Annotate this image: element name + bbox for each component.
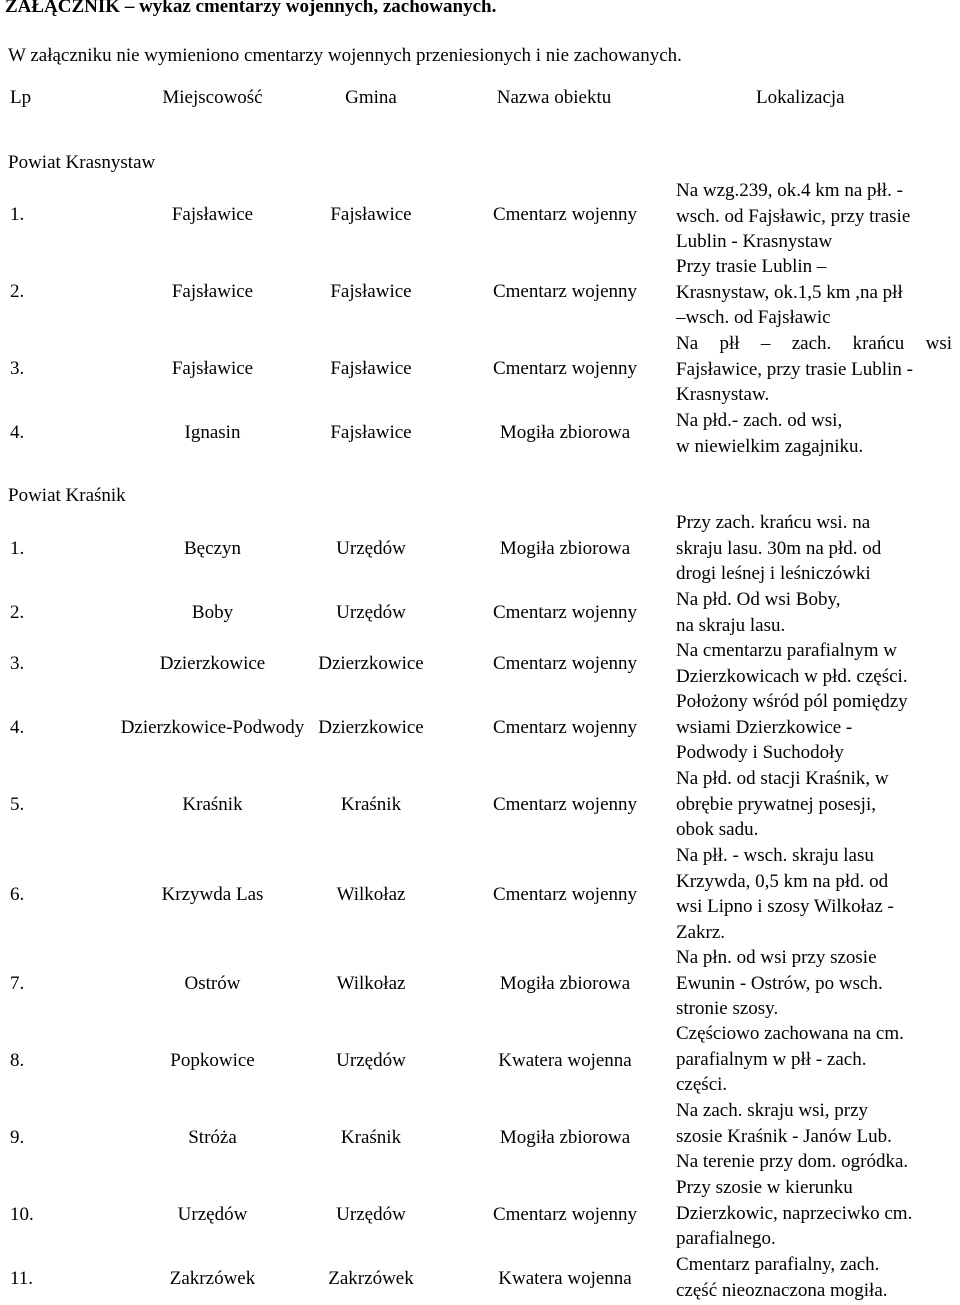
table-row bbox=[0, 598, 670, 628]
location-line: Na płd. od stacji Kraśnik, w bbox=[676, 768, 889, 789]
location-line: części. bbox=[676, 1074, 728, 1095]
row-object-name: Cmentarz wojenny bbox=[492, 204, 638, 225]
row-number: 3. bbox=[10, 358, 25, 379]
location-line: obrębie prywatnej posesji, bbox=[676, 793, 876, 815]
row-commune: Wilkołaz bbox=[336, 973, 406, 994]
location-line: Na cmentarzu parafialnym w bbox=[676, 640, 898, 661]
row-object-name: Cmentarz wojenny bbox=[492, 358, 638, 379]
row-location bbox=[676, 638, 952, 689]
row-number: 4. bbox=[10, 717, 25, 738]
row-object-name: Cmentarz wojenny bbox=[492, 794, 638, 815]
row-location bbox=[676, 510, 952, 587]
section-heading: Powiat Kraśnik bbox=[8, 485, 126, 506]
table-row bbox=[0, 1046, 670, 1076]
location-line: Cmentarz parafialny, zach. bbox=[676, 1254, 880, 1275]
row-commune: Urzędów bbox=[336, 1050, 406, 1071]
row-object-name: Cmentarz wojenny bbox=[492, 281, 638, 302]
row-location bbox=[676, 331, 952, 408]
row-locality: Ostrów bbox=[184, 973, 241, 994]
row-object-name: Kwatera wojenna bbox=[498, 1050, 632, 1071]
row-object-name: Mogiła zbiorowa bbox=[499, 422, 631, 443]
row-commune: Wilkołaz bbox=[336, 884, 406, 905]
location-line: wsiami Dzierzkowice - bbox=[676, 716, 853, 738]
table-row bbox=[0, 1200, 670, 1230]
row-commune: Fajsławice bbox=[330, 358, 412, 379]
table-row bbox=[0, 418, 670, 448]
location-line: wsch. od Fajsławic, przy trasie bbox=[676, 205, 911, 227]
location-line: szosie Kraśnik - Janów Lub. bbox=[676, 1125, 892, 1147]
location-line: Ewunin - Ostrów, po wsch. bbox=[676, 972, 883, 994]
row-location bbox=[676, 1252, 952, 1303]
table-row bbox=[0, 649, 670, 679]
row-location bbox=[676, 945, 952, 1022]
location-line: Przy trasie Lublin – bbox=[676, 256, 827, 277]
row-commune: Fajsławice bbox=[330, 204, 412, 225]
table-row bbox=[0, 880, 670, 910]
row-commune: Zakrzówek bbox=[328, 1268, 414, 1289]
row-object-name: Cmentarz wojenny bbox=[492, 1204, 638, 1225]
row-location bbox=[676, 408, 952, 459]
row-commune: Fajsławice bbox=[330, 422, 412, 443]
row-commune: Kraśnik bbox=[340, 1127, 402, 1148]
location-line: Zakrz. bbox=[676, 921, 726, 943]
location-line: Przy zach. krańcu wsi. na bbox=[676, 512, 871, 533]
row-locality: Krzywda Las bbox=[161, 884, 264, 905]
location-line: Częściowo zachowana na cm. bbox=[676, 1023, 904, 1044]
row-commune: Urzędów bbox=[336, 1204, 406, 1225]
row-locality: Dzierzkowice bbox=[159, 653, 266, 674]
location-line: w niewielkim zagajniku. bbox=[676, 435, 864, 457]
row-locality: Popkowice bbox=[170, 1050, 255, 1071]
row-number: 8. bbox=[10, 1050, 25, 1071]
table-row bbox=[0, 969, 670, 999]
row-commune: Fajsławice bbox=[330, 281, 412, 302]
header-lokalizacja: Lokalizacja bbox=[756, 87, 845, 108]
row-commune: Urzędów bbox=[336, 538, 406, 559]
row-locality: Fajsławice bbox=[171, 281, 254, 302]
row-number: 7. bbox=[10, 973, 25, 994]
row-number: 3. bbox=[10, 653, 25, 674]
row-object-name: Cmentarz wojenny bbox=[492, 653, 638, 674]
location-line: Położony wśród pól pomiędzy bbox=[676, 691, 908, 712]
row-number: 2. bbox=[10, 602, 25, 623]
row-location bbox=[676, 1175, 952, 1252]
row-object-name: Cmentarz wojenny bbox=[492, 717, 638, 738]
row-locality: Boby bbox=[191, 602, 234, 623]
row-object-name: Kwatera wojenna bbox=[498, 1268, 632, 1289]
location-line: parafialnym w płł - zach. bbox=[676, 1048, 867, 1070]
location-line: Na płd.- zach. od wsi, bbox=[676, 410, 843, 431]
location-line: Na płł. - wsch. skraju lasu bbox=[676, 845, 874, 866]
location-line: Lublin - Krasnystaw bbox=[676, 231, 833, 252]
header-nazwa: Nazwa obiektu bbox=[496, 87, 612, 108]
document-note: W załączniku nie wymieniono cmentarzy wojennych przeniesionych i nie zachowanych. bbox=[8, 45, 682, 66]
row-commune: Urzędów bbox=[336, 602, 406, 623]
row-locality: Fajsławice bbox=[171, 358, 254, 379]
location-line: skraju lasu. 30m na płd. od bbox=[676, 537, 882, 559]
row-number: 6. bbox=[10, 884, 25, 905]
row-object-name: Cmentarz wojenny bbox=[492, 884, 638, 905]
location-line: Na płn. od wsi przy szosie bbox=[676, 947, 877, 968]
row-locality: Bęczyn bbox=[184, 538, 241, 559]
location-line: na skraju lasu. bbox=[676, 614, 786, 636]
row-locality: Fajsławice bbox=[171, 204, 254, 225]
table-row bbox=[0, 277, 670, 307]
row-locality: Zakrzówek bbox=[169, 1268, 256, 1289]
row-location bbox=[676, 254, 952, 331]
location-line: Podwody i Suchodoły bbox=[676, 742, 844, 763]
row-locality: Kraśnik bbox=[182, 794, 243, 815]
document-title: ZAŁĄCZNIK – wykaz cmentarzy wojennych, zachowanych. bbox=[5, 0, 497, 17]
location-line: Na zach. skraju wsi, przy bbox=[676, 1100, 869, 1121]
row-commune: Dzierzkowice bbox=[318, 717, 424, 738]
location-line: Krasnystaw. bbox=[676, 384, 770, 405]
row-location bbox=[676, 843, 952, 945]
location-line: Dzierzkowicach w płd. części. bbox=[676, 665, 908, 687]
row-object-name: Mogiła zbiorowa bbox=[499, 1127, 631, 1148]
location-line: –wsch. od Fajsławic bbox=[676, 307, 831, 328]
location-line: Krzywda, 0,5 km na płd. od bbox=[676, 870, 889, 892]
row-location bbox=[676, 766, 952, 843]
row-commune: Dzierzkowice bbox=[318, 653, 424, 674]
table-row bbox=[0, 1264, 670, 1294]
location-line: Na terenie przy dom. ogródka. bbox=[676, 1151, 909, 1172]
row-number: 5. bbox=[10, 794, 25, 815]
row-locality: Stróża bbox=[188, 1127, 237, 1148]
location-line: drogi leśnej i leśniczówki bbox=[676, 563, 871, 584]
header-gmina: Gmina bbox=[345, 87, 397, 108]
row-object-name: Mogiła zbiorowa bbox=[499, 538, 631, 559]
row-locality: Ignasin bbox=[184, 422, 241, 443]
location-line: Krasnystaw, ok.1,5 km ,na płł bbox=[676, 281, 903, 303]
section-heading: Powiat Krasnystaw bbox=[8, 152, 156, 173]
header-lp: Lp bbox=[10, 87, 32, 108]
table-row bbox=[0, 713, 670, 743]
location-line: parafialnego. bbox=[676, 1228, 776, 1249]
location-line: Dzierzkowic, naprzeciwko cm. bbox=[676, 1202, 913, 1224]
row-number: 1. bbox=[10, 204, 25, 225]
table-row bbox=[0, 790, 670, 820]
location-line: obok sadu. bbox=[676, 819, 759, 840]
location-line: Na wzg.239, ok.4 km na płł. - bbox=[676, 180, 903, 201]
row-location bbox=[676, 1021, 952, 1098]
row-locality: Dzierzkowice-Podwody bbox=[120, 717, 305, 738]
row-locality: Urzędów bbox=[177, 1204, 248, 1225]
row-location bbox=[676, 587, 952, 638]
table-row bbox=[0, 1123, 670, 1153]
location-line: Fajsławice, przy trasie Lublin - bbox=[676, 358, 913, 380]
row-number: 9. bbox=[10, 1127, 25, 1148]
location-line: Na płł – zach. krańcu wsi bbox=[676, 333, 952, 354]
table-row bbox=[0, 354, 670, 384]
header-miejscowosc: Miejscowość bbox=[162, 87, 263, 108]
row-location bbox=[676, 178, 952, 255]
row-object-name: Cmentarz wojenny bbox=[492, 602, 638, 623]
row-number: 2. bbox=[10, 281, 25, 302]
row-object-name: Mogiła zbiorowa bbox=[499, 973, 631, 994]
location-line: wsi Lipno i szosy Wilkołaz - bbox=[676, 896, 894, 917]
location-line: część nieoznaczona mogiła. bbox=[676, 1279, 888, 1301]
row-location bbox=[676, 689, 952, 766]
row-number: 11. bbox=[10, 1268, 34, 1289]
row-commune: Kraśnik bbox=[340, 794, 402, 815]
row-number: 4. bbox=[10, 422, 25, 443]
row-location bbox=[676, 1098, 952, 1175]
location-line: stronie szosy. bbox=[676, 998, 779, 1019]
table-row bbox=[0, 534, 670, 564]
row-number: 1. bbox=[10, 538, 25, 559]
location-line: Przy szosie w kierunku bbox=[676, 1177, 853, 1198]
location-line: Na płd. Od wsi Boby, bbox=[676, 589, 841, 610]
table-row bbox=[0, 200, 670, 230]
row-number: 10. bbox=[10, 1204, 34, 1225]
